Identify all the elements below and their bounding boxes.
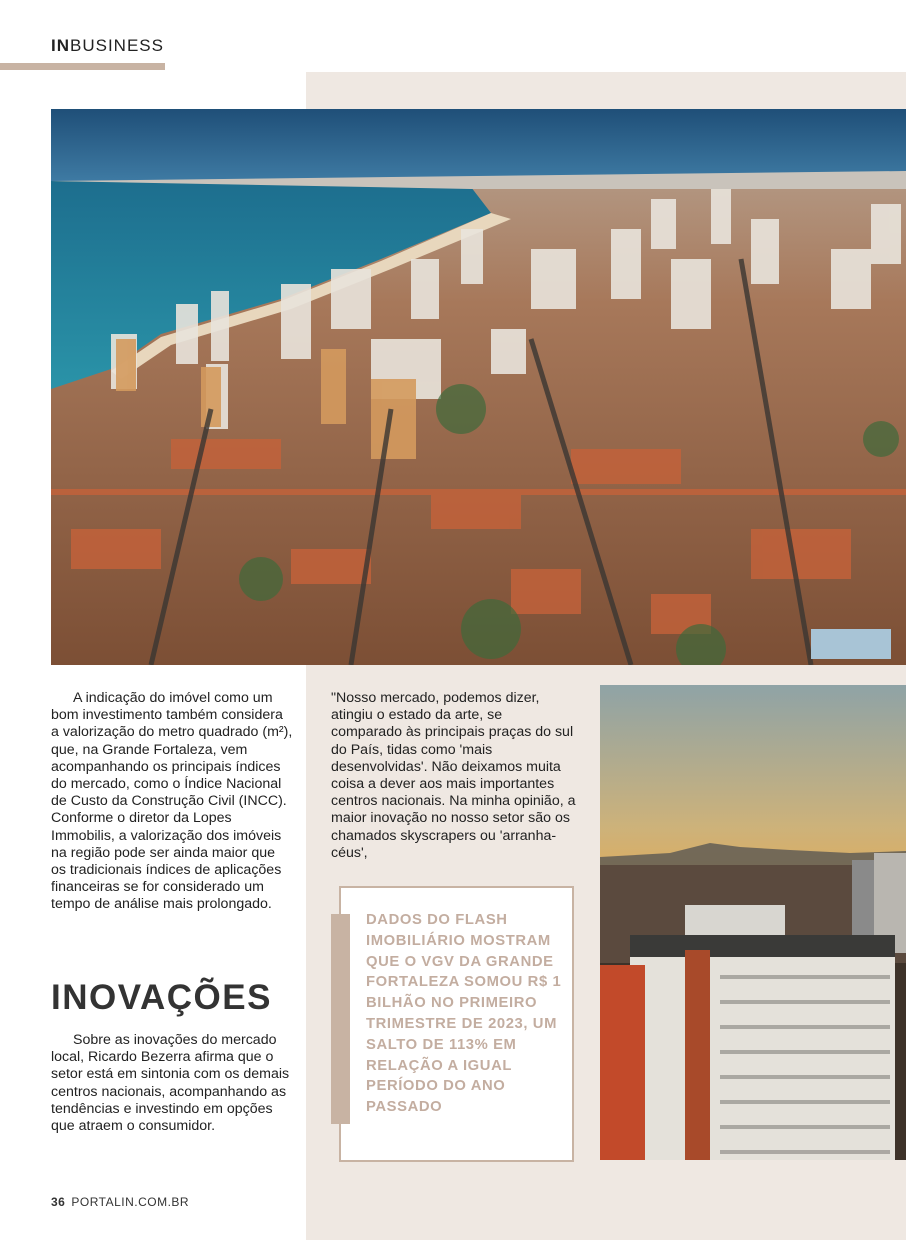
aerial-city-photo	[51, 109, 906, 665]
site-url: PORTALIN.COM.BR	[71, 1195, 190, 1209]
pullquote-text: DADOS DO FLASH IMOBILIÁRIO MOSTRAM QUE O VGV DA GRANDE FORTALEZA SOMOU R$ 1 BILHÃO NO PRIMEIRO TRIMESTRE DE 2023, UM SALTO DE 113% EM RELAÇÃO A IGUAL PERÍODO DO ANO PASSADO	[366, 912, 562, 1116]
quote-paragraph: "Nosso mercado, podemos dizer, atingiu o estado da arte, se comparado às principais praças do sul do País, tidas como 'mais desenvolvidas'. Não deixamos muita coisa a dever aos mais importantes centros nacionais. Na minha opinião, a maior inovação no nosso setor são os chamados skyscrapers ou 'arranha-céus',	[331, 690, 576, 861]
section-paragraph: Sobre as inovações do mercado local, Ricardo Bezerra afirma que o setor está em sintonia com os demais centros nacionais, acompanhando as tendências e investindo em opções que atraem o consumidor.	[51, 1032, 290, 1135]
section-header	[51, 36, 164, 56]
intro-paragraph: A indicação do imóvel como um bom investimento também considera a valorização do metro quadrado (m²), que, na Grande Fortaleza, vem acompanhando os principais índices do mercado, como o Índice Nacional de Custo da Construção Civil (INCC). Conforme o diretor da Lopes Immobilis, a valorização dos imóveis na região pode ser ainda maior que os tradicionais índices de aplicações financeiras se for considerado um tempo de análise mais prolongado.	[51, 690, 293, 913]
section-heading: INOVAÇÕES	[51, 978, 272, 1017]
article-column-2	[331, 690, 576, 862]
article-column-1b	[51, 1032, 296, 1135]
page-number: 36	[51, 1195, 66, 1209]
page-footer	[51, 1195, 189, 1209]
pullquote-accent-bar	[331, 914, 350, 1124]
sunset-building-photo	[600, 685, 906, 1160]
header-accent-bar	[0, 63, 165, 70]
article-column-1	[51, 690, 293, 914]
brand-bold: IN	[51, 36, 70, 55]
brand-rest: BUSINESS	[70, 36, 164, 55]
